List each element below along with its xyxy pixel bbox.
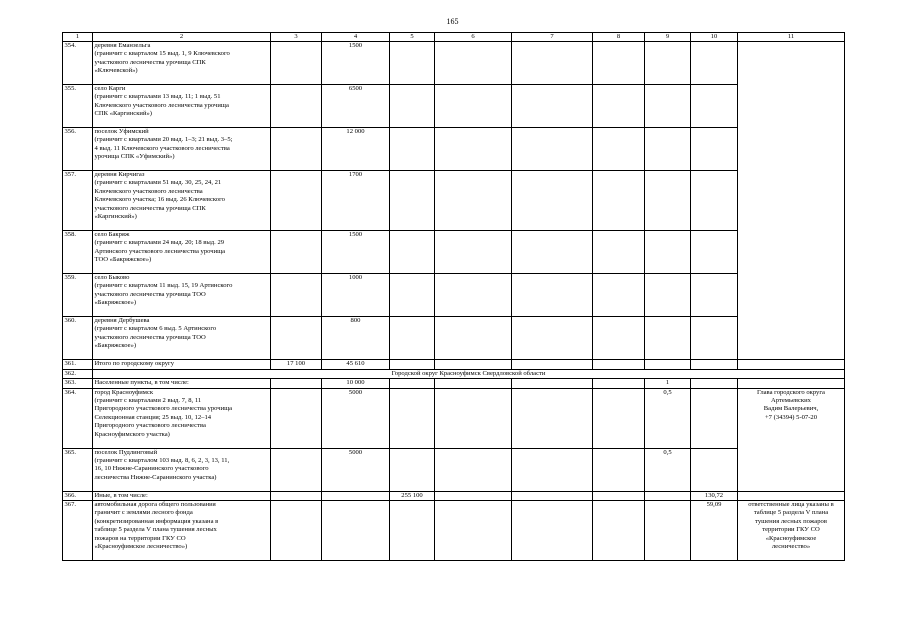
cell-col4: 5000 [322,388,390,448]
cell [435,42,512,85]
settlement-description [93,128,271,171]
cell [691,317,738,360]
table-row [63,491,845,501]
table-row [63,388,845,448]
desc-line: Ключевского участка; 16 выд. 26 Ключевского [94,196,225,204]
contact-line: таблице 5 раздела V плана [753,509,829,517]
table-row [63,231,845,274]
cell-col4: 5000 [322,448,390,491]
cell [512,388,593,448]
cell [512,379,593,389]
cell-col9: 0,5 [645,448,691,491]
desc-line: ТОО «Бакряжское») [94,256,152,264]
cell [593,379,645,389]
cell [645,85,691,128]
cell-col5: 255 100 [390,491,435,501]
cell [435,388,512,448]
column-header: 4 [322,33,390,42]
cell [738,491,845,501]
desc-line: граничит с землями лесного фонда [94,509,193,517]
cell [390,85,435,128]
desc-line: Артинского участкового лесничества урочища [94,247,226,255]
row-number: 364. [63,388,93,448]
cell [435,491,512,501]
cell [593,388,645,448]
contact-line: +7 (34394) 5-07-20 [764,413,818,421]
cell [645,501,691,561]
column-header: 11 [738,33,845,42]
table-row [63,317,845,360]
column-header: 10 [691,33,738,42]
table-row [63,274,845,317]
forest-fire-settlements-table [62,32,845,561]
row-number: 355. [63,85,93,128]
cell [435,448,512,491]
section-title: Городской округ Красноуфимск Свердловской области [93,369,845,379]
cell-col10: 130,72 [691,491,738,501]
cell [691,379,738,389]
cell [691,231,738,274]
cell [593,501,645,561]
responsible-contact [738,388,845,491]
cell [390,42,435,85]
cell [271,274,322,317]
row-number: 365. [63,448,93,491]
desc-line: (граничит с кварталами 13 выд. 11; 1 выд. 51 [94,93,221,101]
cell [271,231,322,274]
settlement-description [93,388,271,448]
cell [390,388,435,448]
cell [512,85,593,128]
desc-line: пожаров на территории ГКУ СО [94,534,186,542]
row-number: 363. [63,379,93,389]
cell [271,379,322,389]
desc-line: участкового лесничества урочища СПК [94,204,206,212]
desc-line: участкового лесничества урочища ТОО [94,290,206,298]
cell-col9: 0,5 [645,388,691,448]
cell [435,231,512,274]
cell [593,231,645,274]
desc-line: Ключевского участкового лесничества урочища [94,101,229,109]
contact-line: ответственные лица указаны в [748,501,834,508]
cell [512,128,593,171]
cell-col11-merged [738,42,845,360]
column-header: 1 [63,33,93,42]
cell [435,501,512,561]
cell [271,388,322,448]
desc-line: (граничит с кварталом 6 выд. 5 Артинского [94,325,217,333]
cell [593,85,645,128]
cell [435,360,512,370]
row-number: 358. [63,231,93,274]
cell [593,274,645,317]
desc-line: (граничит с кварталами 24 выд. 20; 18 выд. 29 [94,239,225,247]
row-number: 361. [63,360,93,370]
cell [645,317,691,360]
total-label: Итого по городскому округу [93,360,271,370]
group-label: Иные, в том числе: [93,491,271,501]
desc-line: село Бакряж [94,231,130,238]
desc-line: поселок Уфимский [94,128,149,135]
table-row [63,360,845,370]
cell [645,231,691,274]
column-header: 9 [645,33,691,42]
desc-line: Пригородного участкового лесничества урочища [94,405,233,413]
desc-line: (граничит с кварталами 2 выд. 7, 8, 11 [94,396,202,404]
table-row [63,85,845,128]
cell-col4: 12 000 [322,128,390,171]
road-description [93,501,271,561]
cell [645,491,691,501]
cell [390,317,435,360]
cell [691,128,738,171]
table-row [63,501,845,561]
cell [512,231,593,274]
desc-line: (граничит с кварталом 15 выд. 1, 9 Ключевского [94,50,230,58]
settlement-description [93,85,271,128]
cell [390,128,435,171]
desc-line: (граничит с кварталами 51 выд. 30, 25, 24, 21 [94,179,222,187]
desc-line: автомобильная дорога общего пользования [94,501,216,508]
desc-line: 16, 10 Нижне-Саранинского участкового [94,465,209,473]
cell-col10: 59,09 [691,501,738,561]
contact-line: лесничество» [771,543,811,551]
cell [738,360,845,370]
cell [390,501,435,561]
cell [271,42,322,85]
cell [691,388,738,448]
cell [435,85,512,128]
cell [645,42,691,85]
contact-line: Вадим Валерьевич, [763,405,819,413]
desc-line: участкового лесничества урочища ТОО [94,333,206,341]
row-number: 354. [63,42,93,85]
desc-line: деревня Кирчигаз [94,171,145,178]
desc-line: (граничит с кварталом 103 выд. 8, 6, 2, 3, 13, 11, [94,456,230,464]
column-header: 3 [271,33,322,42]
cell [390,360,435,370]
desc-line: лесничества Нижне-Саранинского участка) [94,473,217,481]
cell-col4: 6500 [322,85,390,128]
settlement-description [93,317,271,360]
settlement-description [93,171,271,231]
desc-line: село Быково [94,274,130,281]
table-row [63,128,845,171]
cell [512,317,593,360]
cell [435,128,512,171]
settlement-description [93,274,271,317]
contact-line: тушения лесных пожаров [755,517,827,525]
cell [691,85,738,128]
cell-col4: 800 [322,317,390,360]
cell [512,491,593,501]
contact-line: «Красноуфимское [765,534,817,542]
desc-line: таблице 5 раздела V плана тушения лесных [94,526,217,534]
cell-col4: 10 000 [322,379,390,389]
cell [738,379,845,389]
cell [271,171,322,231]
desc-line: участкового лесничества урочища СПК [94,58,206,66]
table-row [63,448,845,491]
cell [390,448,435,491]
table-row [63,42,845,85]
page-number: 165 [446,17,459,26]
cell [645,274,691,317]
column-header: 8 [593,33,645,42]
cell [322,491,390,501]
cell [271,448,322,491]
row-number: 366. [63,491,93,501]
desc-line: «Бакряжское») [94,342,137,350]
desc-line: (конкретизированная информация указана в [94,517,219,525]
desc-line: (граничит с кварталами 20 выд. 1–3; 21 выд. 3–5; [94,136,233,144]
row-number: 359. [63,274,93,317]
cell-col4: 1500 [322,42,390,85]
column-header: 5 [390,33,435,42]
cell [645,128,691,171]
cell-col4: 1000 [322,274,390,317]
row-number: 356. [63,128,93,171]
cell-col3: 17 100 [271,360,322,370]
desc-line: СПК «Каргинский») [94,110,152,118]
cell [271,85,322,128]
cell [512,171,593,231]
row-number: 357. [63,171,93,231]
contact-line: Артемьевских [771,396,811,404]
cell [512,42,593,85]
cell [593,171,645,231]
table-row [63,379,845,389]
settlement-description [93,448,271,491]
desc-line: (граничит с кварталом 11 выд. 15, 19 Артинского [94,282,233,290]
column-number-row [63,33,845,42]
cell [691,360,738,370]
desc-line: «Ключевской») [94,67,138,75]
desc-line: «Бакряжское») [94,299,137,307]
cell [593,491,645,501]
cell [322,501,390,561]
cell [593,42,645,85]
column-header: 7 [512,33,593,42]
desc-line: Селекционная станция; 25 выд. 10, 12–14 [94,413,212,421]
cell [593,448,645,491]
row-number: 367. [63,501,93,561]
cell [435,317,512,360]
responsible-persons [738,501,845,561]
cell [593,360,645,370]
section-row [63,369,845,379]
desc-line: Красноуфимского участка) [94,430,170,438]
cell [271,128,322,171]
contact-line: Глава городского округа [757,388,825,396]
table-row [63,171,845,231]
cell [390,379,435,389]
desc-line: деревня Еманзельга [94,42,151,49]
row-number: 360. [63,317,93,360]
cell-col4: 45 610 [322,360,390,370]
cell [691,448,738,491]
cell [691,42,738,85]
cell [593,128,645,171]
desc-line: Ключевского участкового лесничества [94,187,203,195]
desc-line: Пригородного участкового лесничества [94,422,206,430]
desc-line: «Каргинский») [94,213,137,221]
group-label: Населенные пункты, в том числе: [93,379,271,389]
cell [512,448,593,491]
desc-line: урочища СПК «Уфимский») [94,153,175,161]
cell [645,360,691,370]
cell-col4: 1500 [322,231,390,274]
cell [271,501,322,561]
cell [390,171,435,231]
desc-line: 4 выд. 11 Ключевского участкового лесничества [94,144,230,152]
settlement-description [93,42,271,85]
desc-line: поселок Пудлинговый [94,448,158,456]
settlement-description [93,231,271,274]
desc-line: село Карги [94,85,126,92]
cell [435,274,512,317]
cell-col9: 1 [645,379,691,389]
column-header: 6 [435,33,512,42]
cell [435,379,512,389]
cell [390,231,435,274]
row-number: 362. [63,369,93,379]
cell-col4: 1700 [322,171,390,231]
cell [390,274,435,317]
cell [593,317,645,360]
desc-line: деревня Дербушева [94,317,150,324]
cell [512,274,593,317]
contact-line: территории ГКУ СО [762,526,820,534]
cell [512,360,593,370]
cell [512,501,593,561]
desc-line: город Красноуфимск [94,388,154,396]
cell [271,317,322,360]
cell [691,274,738,317]
cell [691,171,738,231]
desc-line: «Красноуфимское лесничество») [94,543,188,551]
cell [435,171,512,231]
column-header: 2 [93,33,271,42]
cell [271,491,322,501]
cell [645,171,691,231]
